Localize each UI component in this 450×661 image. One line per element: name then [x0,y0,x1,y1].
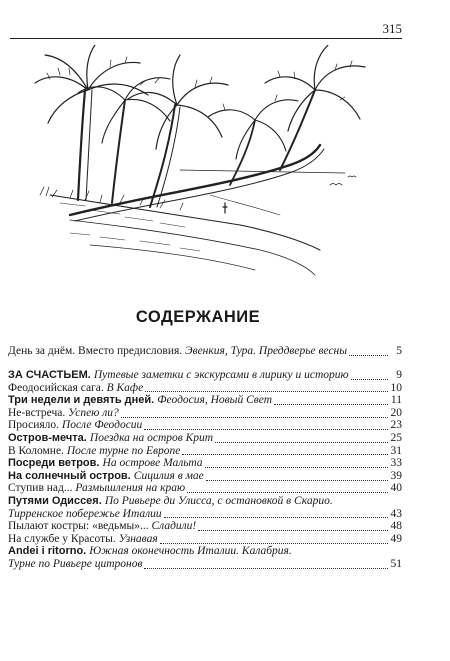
toc-entry-page: 49 [390,532,402,545]
toc-entry [8,533,402,546]
toc-entry-page: 48 [390,520,402,533]
toc-entry [8,407,402,420]
toc-entry-subtitle: Сладили! [151,520,197,533]
toc-entry-title [8,520,196,533]
toc-leader-dots [349,355,388,356]
toc-leader-dots [145,391,388,392]
toc-leader-dots [187,492,388,493]
toc-entry-page: 23 [390,419,402,432]
toc-entry-page: 10 [390,381,402,394]
toc-entry-subtitle: Сицилия в мае [133,469,204,482]
toc-entry-title [8,545,292,558]
toc-entry-subtitle: Южная оконечность Италии. Калабрия. [89,545,292,558]
toc-entry [8,419,402,432]
toc-entry-title [8,419,142,432]
toc-entry [8,508,402,521]
toc-entry-page: 20 [390,406,402,419]
toc-entry-page: 9 [396,369,402,381]
toc-entry-title [8,495,333,508]
toc-entry [8,470,402,483]
toc-leader-dots [198,530,388,531]
toc-leader-dots [144,429,388,430]
toc-entry-text: Просияло. [8,419,62,432]
toc-entry-page: 39 [390,469,402,482]
toc-entry-text: Не-встреча. [8,406,69,419]
toc-entry [8,382,402,395]
palm-beach-illustration [30,45,400,295]
toc-entry [8,457,402,470]
toc-entry-page: 31 [390,444,402,457]
toc-entry-title [8,558,142,571]
toc-entry-bold: Andei i ritorno. [8,545,90,558]
toc-entry-subtitle: Узнавая [118,532,158,545]
toc-entry-subtitle: Поездка на остров Крит [89,431,214,444]
toc-entry-page: 11 [390,394,402,407]
toc-entry-subtitle: Эвенкия, Тура. Преддверье весны [185,345,348,357]
toc-entry-title [8,470,204,483]
toc-entry-text: День за днём. Вместо предисловия. [8,345,186,357]
toc-entry-subtitle: После Феодосии [61,419,143,432]
toc-entry [8,495,402,508]
toc-leader-dots [144,568,388,569]
toc-entry-title [8,394,272,407]
toc-entry-text: Феодосийская сага. [8,381,107,394]
toc-entry-title [8,344,347,358]
toc-entry [8,482,402,495]
toc-leader-dots [215,442,388,443]
toc-entry-bold: Остров-мечта. [8,431,90,444]
toc-leader-dots [182,454,388,455]
toc-entry-subtitle: На острове Мальта [102,457,203,470]
toc-entry-subtitle: После турне по Европе [66,444,181,457]
toc-entry [8,344,402,358]
toc-entry-bold: Посреди ветров. [8,457,103,470]
toc-leader-dots [206,480,388,481]
toc-entry [8,520,402,533]
toc-entry-title [8,432,213,445]
toc-entry-bold: На солнечный остров. [8,469,134,482]
toc-entry-subtitle: В Кафе [106,381,144,394]
toc-entry-title [8,369,349,382]
toc-entry-title [8,482,185,495]
toc-leader-dots [274,404,388,405]
toc-entry [8,432,402,445]
toc-entry-text: В Коломне. [8,444,67,457]
toc-entry-subtitle: Размышления на краю [75,482,186,495]
toc-entry-page: 43 [390,507,402,520]
toc-entry-title [8,533,158,546]
toc-entry-bold: ЗА СЧАСТЬЕМ. [8,369,94,381]
toc-entry-text: Ступив над... [8,482,76,495]
toc-entry [8,369,402,382]
toc-entry-page: 51 [390,557,402,570]
toc-entry-subtitle: Тирренское побережье Италии [8,507,162,520]
toc-entry-bold: Три недели и девять дней. [8,394,158,407]
toc-entry-title [8,382,143,395]
toc-entry-subtitle: Феодосия, Новый Свет [157,394,272,407]
toc-entry-title [8,407,119,420]
toc-leader-dots [121,417,388,418]
toc-entry-title [8,508,162,521]
toc-entry-subtitle: Успею ли? [68,406,119,419]
toc-entry-bold: Путями Одиссея. [8,494,105,507]
toc-entry-text: На службе у Красоты. [8,532,119,545]
toc-entry-subtitle: По Ривьере ди Улисса, с остановкой в Скарио. [104,494,333,507]
toc-entry-subtitle: Турне по Ривьере цитронов [8,557,143,570]
toc-entry-page: 5 [396,345,402,357]
table-of-contents [8,344,402,571]
toc-leader-dots [164,517,388,518]
toc-entry-title [8,445,180,458]
toc-entry [8,394,402,407]
toc-entry-subtitle: Путевые заметки с экскурсами в лирику и историю [93,369,349,381]
toc-leader-dots [160,543,388,544]
page-number: 315 [382,21,402,36]
toc-entry-page: 40 [390,482,402,495]
page-header [10,22,402,39]
toc-title: СОДЕРЖАНИЕ [135,308,261,326]
toc-entry-page: 25 [390,431,402,444]
toc-entry-page: 33 [390,457,402,470]
toc-entry-text: Пылают костры: «ведьмы»... [8,520,152,533]
toc-entry-title [8,457,203,470]
toc-leader-dots [205,467,388,468]
toc-entry [8,558,402,571]
toc-entry [8,545,402,558]
toc-entry [8,445,402,458]
toc-leader-dots [351,379,388,380]
